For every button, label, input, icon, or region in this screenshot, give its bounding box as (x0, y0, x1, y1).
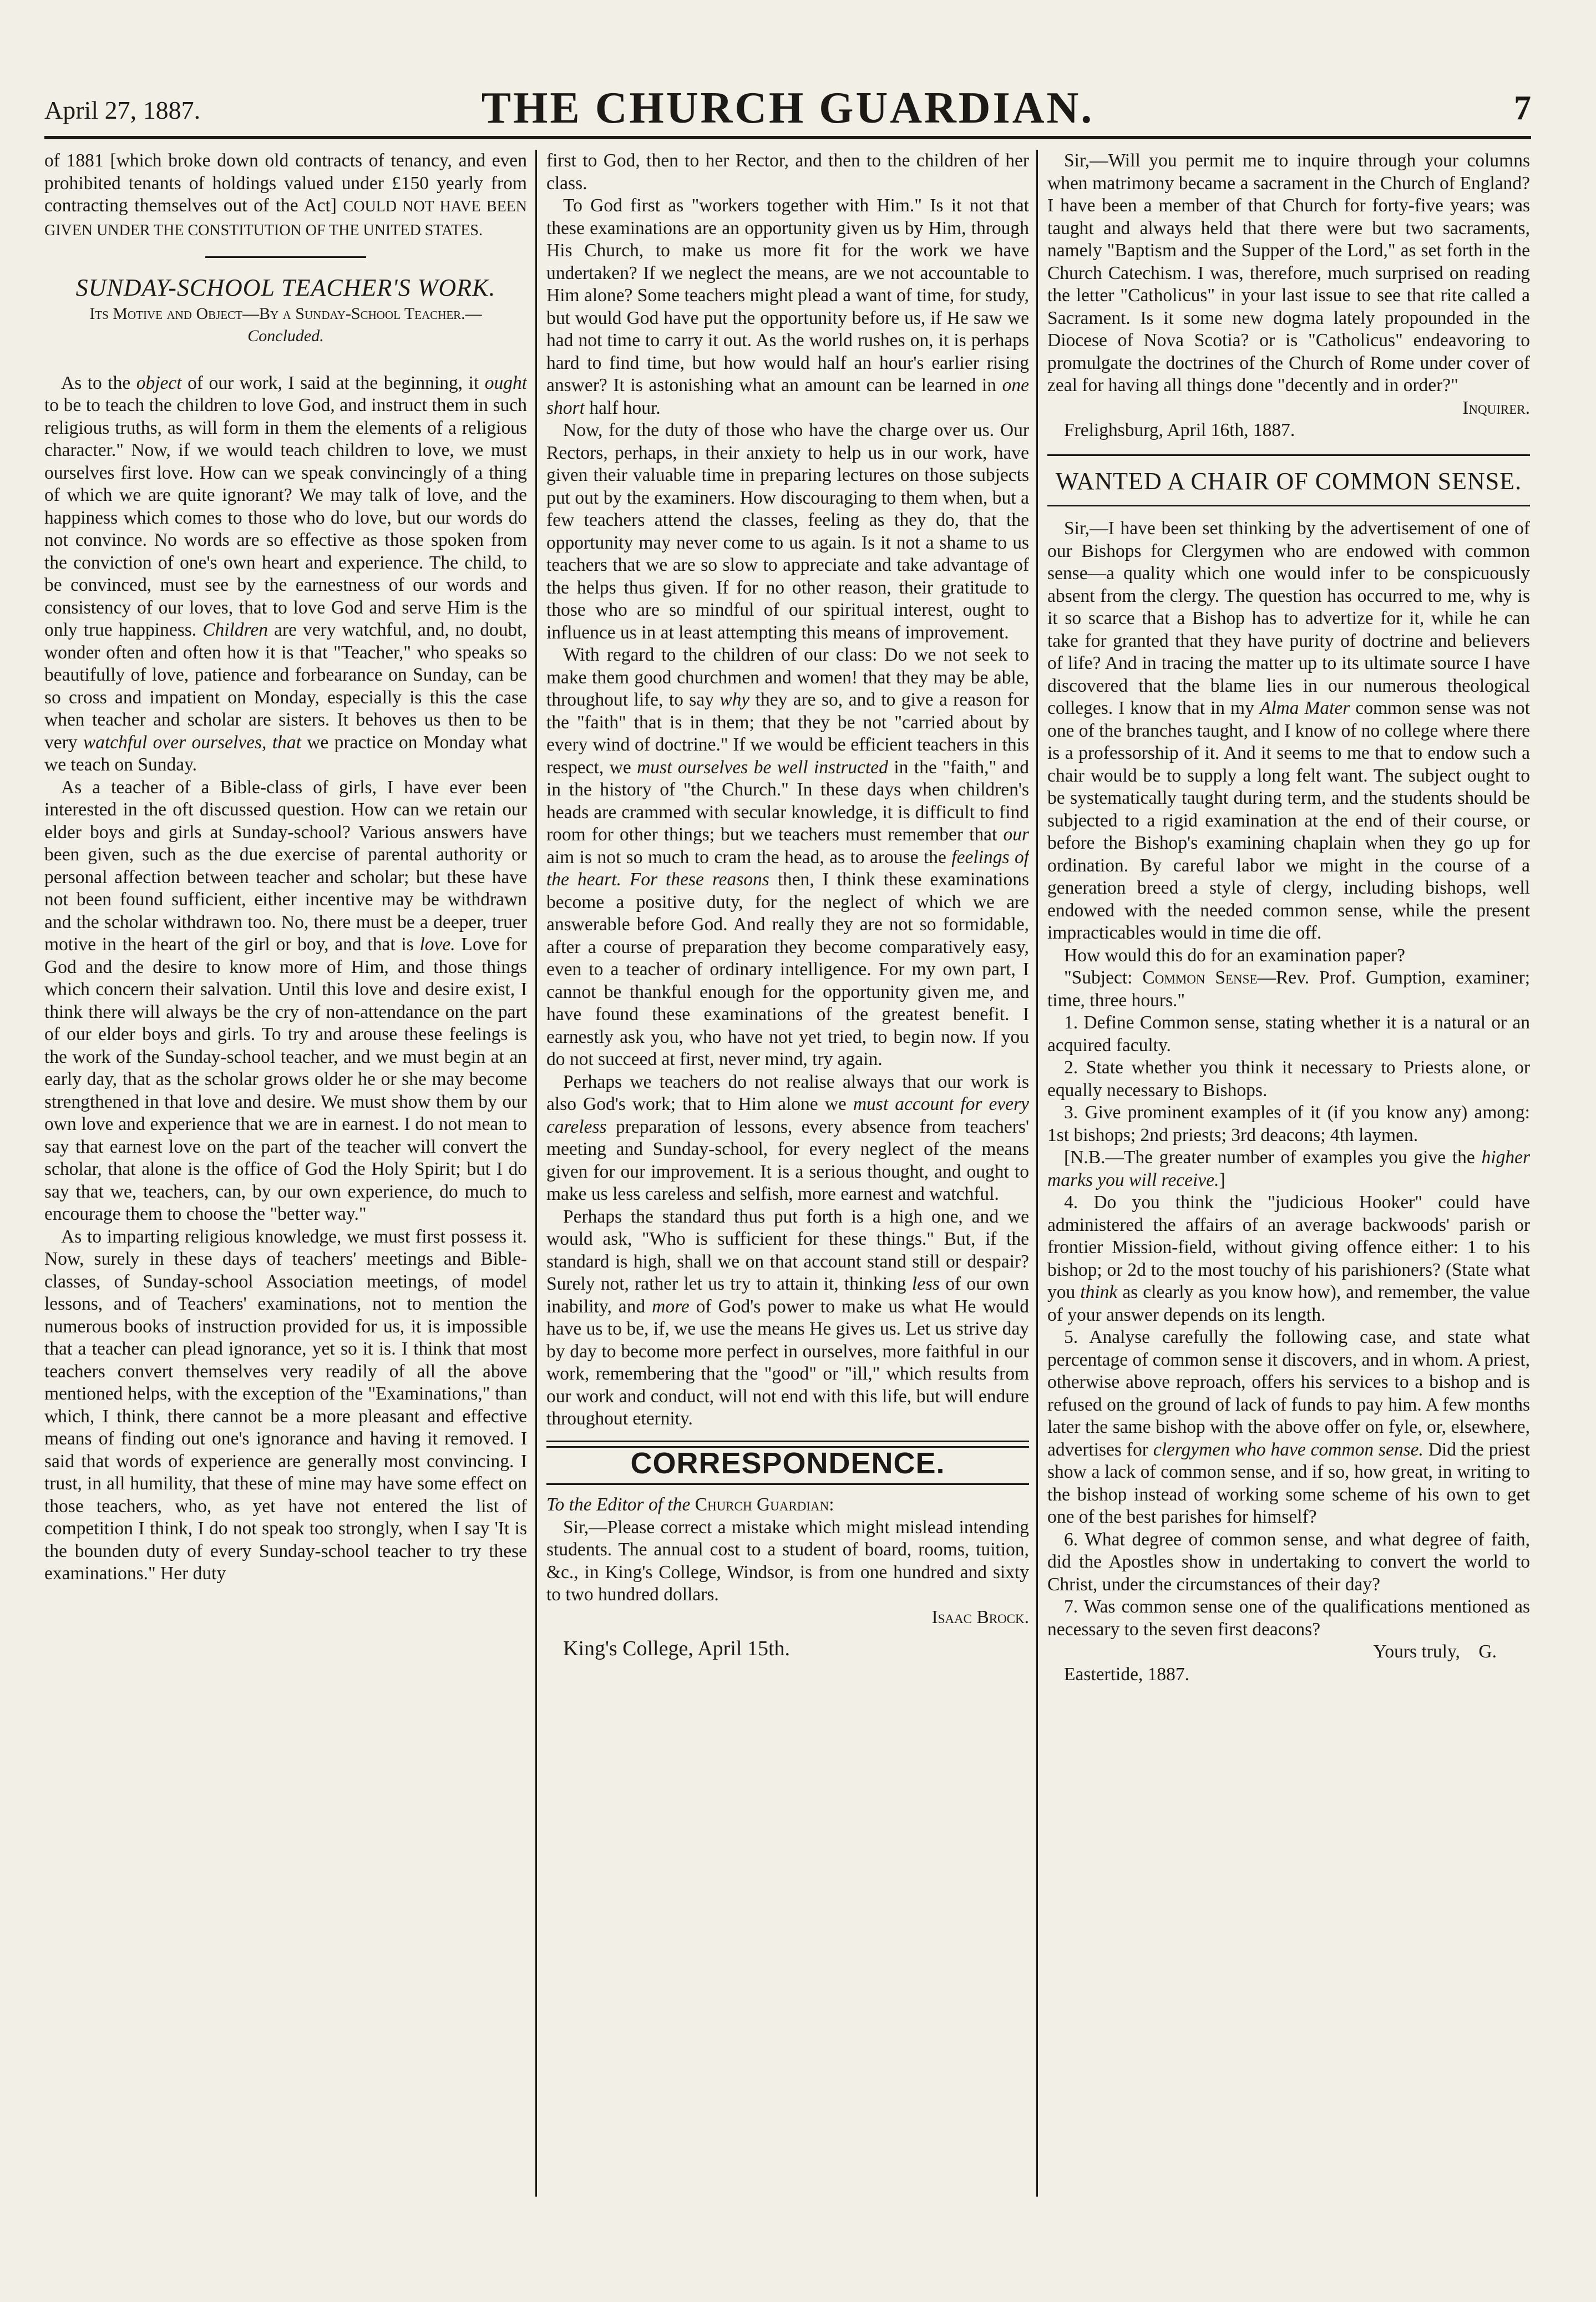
article-paragraph: As a teacher of a Bible-class of girls, I have ever been interested in the oft discussed question. How can we retain our elder boys and girls at Sunday-school? Various answers have been given, such as the due exercise of parental authority or personal affection between teacher and scholar; but these have not been found sufficient, either incentive may be withdrawn and the scholar withdrawn too. No, there must be a deeper, truer motive in the heart of the girl or boy, and that is love. Love for God and the desire to know more of Him, and those things which concern their salvation. Until this love and desire exist, I think there will always be the cry of non-attendance on the part of our elder boys and girls. To try and arouse these feelings is the work of the Sunday-school teacher, and we must begin at an early day, that as the scholar grows older he or she may become strengthened in that love and desire. We must show them by our own love and experience that we are in earnest. I do not mean to say that earnest love on the part of the teacher will convert the scholar, that alone is the office of God the Holy Spirit; but I do say that we, teachers, can, by our own experience, do much to encourage them to choose the "better way." (44, 777, 527, 1224)
letter-text: "Subject: Common Sense—Rev. Prof. Gumption, examiner; time, three hours." (1047, 967, 1530, 1011)
exam-question: 3. Give prominent examples of it (if you know any) among: 1st bishops; 2nd priests; 3rd deacons; 4th laymen. (1047, 1102, 1530, 1145)
section-divider (546, 1483, 1029, 1485)
article-paragraph: With regard to the children of our class: Do we not seek to make them good churchmen and women! that they may be able, throughout life, to say why they are so, and to give a reason for the "faith" that is in them; that they be not "carried about by every wind of doctrine." If we would be efficient teachers in this respect, we must ourselves be well instructed in the "faith," and in the history of "the Church." In these days when children's heads are crammed with secular knowledge, it is difficult to find room for other things; but we teachers must remember that our aim is not so much to cram the head, as to arouse the feelings of the heart. For these reasons then, I think these examinations become a positive duty, for the neglect of which we are answerable before God. And really they are not so formidable, after a course of preparation they become comparatively easy, even to a teacher of ordinary intelligence. For my own part, I cannot be thankful enough for the opportunity given me, and have found these examinations of the greatest benefit. I earnestly ask you, who have not yet tried, to begin now. If you do not succeed at first, never mind, try again. (546, 645, 1029, 1069)
section-divider (1047, 454, 1530, 456)
letter-signature: Isaac Brock. (931, 1606, 1029, 1627)
letter-signature: Inquirer. (1462, 397, 1530, 418)
letter-place-date: Eastertide, 1887. (1064, 1664, 1190, 1685)
exam-question: 6. What degree of common sense, and what degree of faith, did the Apostles show in undertaking to convert the world to Christ, under the circumstances of their day? (1047, 1529, 1530, 1595)
column-2 (546, 150, 1029, 2202)
continued-paragraph: of 1881 [which broke down old contracts of tenancy, and even prohibited tenants of holdings valued under £150 yearly from contracting themselves out of the Act] COULD NOT HAVE BEEN GIVEN UNDER THE CONSTITUTION OF THE UNITED STATES. (44, 150, 527, 239)
article-paragraph: As to the object of our work, I said at the beginning, it ought to be to teach the children to love God, and instruct them in such religious truths, as will form in them the elements of a religious character." Now, if we would teach children to love, we must ourselves first love. How can we speak convincingly of a thing of which we are quite ignorant? We may talk of love, and the happiness which comes to those who do love, but our words do not convince. No words are so effective as those spoken from the conviction of one's own heart and experience. The child, to be convinced, must see by the earnestness of our words and consistency of our loves, that to love God and serve Him is the only true happiness. Children are very watchful, and, no doubt, wonder often and often how it is that "Teacher," who speaks so beautifully of love, patience and forbearance on Sunday, can be so cross and impatient on Monday, especially is this the case when teacher and scholar are sisters. It behoves us then to be very watchful over ourselves, that we practice on Monday what we teach on Sunday. (44, 372, 527, 775)
article-paragraph: As to imparting religious knowledge, we must first possess it. Now, surely in these days of teachers' meetings and Bible-classes, of Sunday-school Association meetings, of model lessons, and of Teachers' examinations, not to mention the numerous books of instruction provided for us, it is impossible that a teacher can plead ignorance, yet so it is. I think that most teachers convert themselves very readily of all the above mentioned helps, with the exception of the "Examinations," than which, I think, there cannot be a more pleasant and effective means of finding out one's ignorance and having it removed. I said that words of experience are generally most convincing. I trust, in all humility, that these of mine may have some effect on those teachers, who, as yet have not entered the list of competition I think, I do not speak too strongly, when I say 'It is the bounden duty of every Sunday-school teacher to try these examinations." Her duty (44, 1226, 527, 1584)
article-paragraph: Perhaps we teachers do not realise always that our work is also God's work; that to Him alone we must account for every careless preparation of lessons, every absence from teachers' meeting and Sunday-school, for every neglect of the means given for our improvement. It is a serious thought, and ought to make us less careless and selfish, more earnest and watchful. (546, 1071, 1029, 1204)
article-paragraph: Now, for the duty of those who have the charge over us. Our Rectors, perhaps, in their anxiety to help us in our work, have given their valuable time in preparing lectures on those subjects put out by the examiners. How discouraging to them when, but a few teachers attend the classes, feeling as they do, that the opportunity may never come to us again. Is it not a shame to us teachers that we are so slow to appreciate and take advantage of the helps thus given. If for no other reason, their gratitude to those who are so mindful of our spiritual interest, ought to influence us in at least attempting this means of improvement. (546, 420, 1029, 643)
letter-text: Sir,—Please correct a mistake which might mislead intending students. The annual cost to a student of board, rooms, tuition, &c., in King's College, Windsor, is from one hundred and sixty to two hundred dollars. (546, 1517, 1029, 1605)
issue-date: April 27, 1887. (44, 96, 201, 124)
letter-place-date: King's College, April 15th. (563, 1637, 791, 1660)
exam-question: 4. Do you think the "judicious Hooker" could have administered the affairs of an average backwoods' parish or frontier Mission-field, without giving offence either: 1 to his bishop; or 2d to the most touchy of his parishioners? (State what you think as clearly as you know how), and remember, the value of your answer depends on its length. (1047, 1192, 1530, 1325)
exam-question: 2. State whether you think it necessary to Priests alone, or equally necessary to Bishops. (1047, 1057, 1530, 1101)
letter-heading: WANTED A CHAIR OF COMMON SENSE. (1055, 467, 1522, 495)
article-paragraph: To God first as "workers together with Him." Is it not that these examinations are an opportunity given us by Him, through His Church, to make us more fit for the work we have undertaken? If we neglect the means, are we not accountable to Him alone? Some teachers might plead a want of time, for study, but would God have put the opportunity before us, if He saw we had not time to carry it out. As the world rushes on, it is perhaps hard to find time, but how would half an hour's earlier rising answer? It is astonishing what an amount can be learned in one short half hour. (546, 195, 1029, 418)
column-3 (1047, 150, 1530, 2202)
article-heading: SUNDAY-SCHOOL TEACHER'S WORK. (75, 274, 496, 301)
letter-place-date: Frelighsburg, April 16th, 1887. (1064, 420, 1295, 440)
exam-note: [N.B.—The greater number of examples you give the higher marks you will receive.] (1047, 1147, 1530, 1190)
exam-question: 5. Analyse carefully the following case, and state what percentage of common sense it discovers, and in whom. A priest, otherwise above reproach, offers his services to a bishop and is refused on the ground of lack of funds to pay him. A few months later the same bishop with the above offer on fyle, or, elsewhere, advertises for clergymen who have common sense. Did the priest show a lack of common sense, and if so, how great, in writing to the bishop instead of working some scheme of his own to get one of the best parishes for himself? (1047, 1327, 1530, 1527)
salutation: To the Editor of the Church Guardian: (546, 1494, 834, 1515)
masthead (44, 83, 1531, 139)
correspondence-heading: CORRESPONDENCE. (630, 1446, 945, 1480)
column-rule-1 (535, 150, 537, 2197)
article-paragraph: first to God, then to her Rector, and then to the children of her class. (546, 150, 1029, 194)
exam-question: 1. Define Common sense, stating whether it is a natural or an acquired faculty. (1047, 1012, 1530, 1056)
section-divider (205, 256, 366, 258)
letter-text: How would this do for an examination paper? (1064, 945, 1405, 966)
newspaper-title: THE CHURCH GUARDIAN. (481, 84, 1095, 133)
article-subhead: Its Motive and Object—By a Sunday-School Teacher.—Concluded. (89, 304, 482, 345)
page-number: 7 (1514, 89, 1531, 127)
exam-question: 7. Was common sense one of the qualifications mentioned as necessary to the seven first deacons? (1047, 1596, 1530, 1640)
column-1 (44, 150, 527, 2202)
section-divider (1047, 505, 1530, 506)
article-paragraph: Perhaps the standard thus put forth is a high one, and we would ask, "Who is sufficient for these things." But, if the standard is high, shall we on that account stand still or despair? Surely not, rather let us try to attain it, thinking less of our own inability, and more of God's power to make us what He would have us to be, if, we use the means He gives us. Let us strive day by day to become more perfect in ourselves, more faithful in our work, remembering that the "good" or "ill," which results from our work and conduct, will not end with this life, but will endure throughout eternity. (546, 1206, 1029, 1429)
letter-closing: Yours truly, G. (1373, 1641, 1497, 1662)
letter-text: Sir,—I have been set thinking by the advertisement of one of our Bishops for Clergymen who are endowed with common sense—a quality which one would infer to be conspicuously absent from the clergy. The question has occurred to me, why is it so scarce that a Bishop has to advertize for it, while he can take for granted that they have purity of doctrine and believers of life? And in tracing the matter up to its ultimate source I have discovered that the blame lies in our numerous theological colleges. I know that in my Alma Mater common sense was not one of the branches taught, and I know of no college where there is a professorship of it. And it seems to me that to endow such a chair would be to supply a long felt want. The subject ought to be systematically taught during term, and the students should be subjected to a rigid examination at the end of their course, or before the Bishop's examining chaplain when they go up for ordination. By careful labor we might in the course of a generation breed a style of clergy, including bishops, well endowed with the needed common sense, while the present impracticables would in time die off. (1047, 518, 1530, 943)
letter-text: Sir,—Will you permit me to inquire through your columns when matrimony became a sacrament in the Church of England? I have been a member of that Church for forty-five years; was taught and always held that there were but two sacraments, namely "Baptism and the Supper of the Lord," as set forth in the Church Catechism. I was, therefore, much surprised on reading the letter "Catholicus" in your last issue to see that rite called a Sacrament. Is it some new dogma lately propounded in the Diocese of Nova Scotia? or is "Catholicus" endeavoring to promulgate the doctrines of the Church of Rome under cover of zeal for having all things done "decently and in order?" (1047, 150, 1530, 396)
column-rule-2 (1036, 150, 1038, 2197)
